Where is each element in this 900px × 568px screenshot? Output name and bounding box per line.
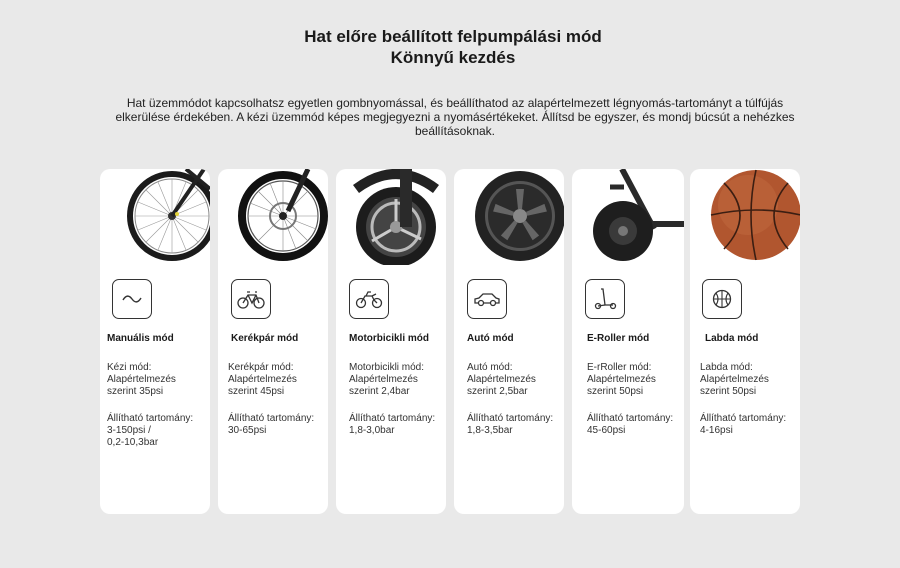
mode-card-ball: [690, 169, 800, 514]
scooter-icon: [592, 287, 618, 311]
mode-default-line: szerint 50psi: [587, 386, 644, 397]
mode-default-line: szerint 35psi: [107, 386, 164, 397]
motorcycle-wheel-photo: [336, 169, 446, 269]
mode-default-line: Motorbicikli mód:: [349, 362, 425, 373]
mode-name: Autó mód: [467, 333, 514, 344]
mode-default-line: Alapértelmezés: [587, 374, 656, 385]
mode-range-value: 1,8-3,0bar: [349, 425, 395, 436]
mode-icon-box: [467, 279, 507, 319]
wave-icon: [120, 287, 144, 311]
mode-default-line: szerint 45psi: [228, 386, 285, 397]
mode-card-car: [454, 169, 564, 514]
ball-icon: [710, 287, 734, 311]
mode-icon-box: [585, 279, 625, 319]
mode-range-value: 4-16psi: [700, 425, 733, 436]
mode-range-value: 1,8-3,5bar: [467, 425, 513, 436]
mode-icon-box: [349, 279, 389, 319]
mode-default: [467, 362, 564, 398]
mode-icon-box: [231, 279, 271, 319]
mode-range: [587, 413, 684, 437]
mode-card-bicycle: [218, 169, 328, 514]
mode-default-line: Autó mód:: [467, 362, 513, 373]
mode-card-e-roller: [572, 169, 684, 514]
page-title: [0, 26, 900, 68]
mode-default-line: Labda mód:: [700, 362, 753, 373]
mode-icon-box: [112, 279, 152, 319]
mode-default: [587, 362, 684, 398]
mode-default-line: Kézi mód:: [107, 362, 152, 373]
mode-default-line: Alapértelmezés: [228, 374, 297, 385]
mode-name: Motorbicikli mód: [349, 333, 429, 344]
mode-card-manual: [100, 169, 210, 514]
mode-default: [107, 362, 207, 398]
page-description: Hat üzemmódot kapcsolhatsz egyetlen gombnyomással, és beállíthatod az alapértelmezett légnyomás-tartományt a túlfújás elkerülése érdekében. A kézi üzemmód képes megjegyezni a nyomásértékeket. Állítsd be egyszer, és mondj búcsút a nehézkes beállításoknak.: [115, 96, 795, 138]
mode-default-line: Kerékpár mód:: [228, 362, 294, 373]
mode-range: [107, 413, 207, 449]
mode-range: [349, 413, 446, 437]
mode-card-motorcycle: [336, 169, 446, 514]
mode-range-label: Állítható tartomány:: [349, 413, 436, 424]
mode-range-value: 45-60psi: [587, 425, 626, 436]
mode-default-line: Alapértelmezés: [107, 374, 176, 385]
mode-default: [349, 362, 446, 398]
mode-name: Manuális mód: [107, 333, 174, 344]
mode-range-value: 30-65psi: [228, 425, 267, 436]
mode-range: [467, 413, 564, 437]
car-wheel-photo: [454, 169, 564, 269]
mode-range-value: 0,2-10,3bar: [107, 437, 159, 448]
mode-default-line: szerint 2,4bar: [349, 386, 410, 397]
motorcycle-icon: [354, 288, 384, 310]
mode-default: [228, 362, 328, 398]
mode-range-label: Állítható tartomány:: [587, 413, 674, 424]
mode-range-label: Állítható tartomány:: [228, 413, 315, 424]
mode-default-line: Alapértelmezés: [700, 374, 769, 385]
scooter-photo: [572, 169, 684, 269]
mode-default-line: E-rRoller mód:: [587, 362, 652, 373]
mode-default-line: Alapértelmezés: [349, 374, 418, 385]
basketball-photo: [690, 169, 800, 269]
mode-default-line: szerint 2,5bar: [467, 386, 528, 397]
mode-name: Kerékpár mód: [231, 333, 299, 344]
mode-range: [700, 413, 800, 437]
mode-range-value: 3-150psi /: [107, 425, 151, 436]
bicycle-wheel-photo: [100, 169, 210, 269]
car-icon: [472, 288, 502, 310]
bicycle-icon: [236, 288, 266, 310]
title-line-1: Hat előre beállított felpumpálási mód: [304, 27, 602, 46]
title-line-2: Könnyű kezdés: [390, 48, 516, 67]
mode-range-label: Állítható tartomány:: [467, 413, 554, 424]
mode-icon-box: [702, 279, 742, 319]
mode-range-label: Állítható tartomány:: [107, 413, 194, 424]
mode-name: E-Roller mód: [587, 333, 650, 344]
mode-default-line: Alapértelmezés: [467, 374, 536, 385]
mode-range-label: Állítható tartomány:: [700, 413, 787, 424]
mode-name: Labda mód: [705, 333, 759, 344]
mode-range: [228, 413, 328, 437]
mtb-wheel-photo: [218, 169, 328, 269]
mode-default: [700, 362, 800, 398]
mode-default-line: szerint 50psi: [700, 386, 757, 397]
